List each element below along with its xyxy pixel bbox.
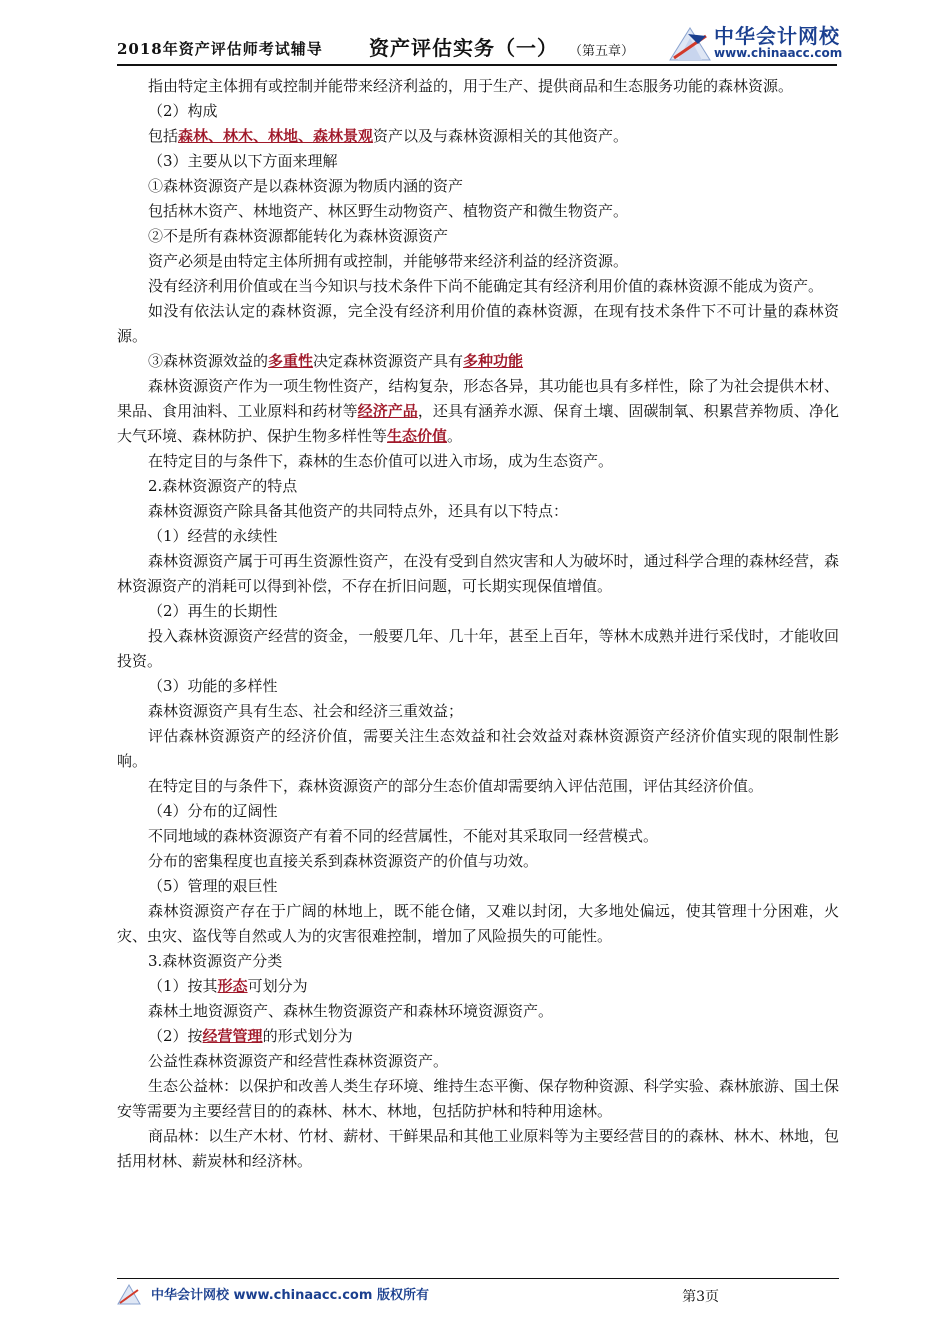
- paragraph: [117, 774, 839, 799]
- paragraph: [117, 149, 839, 174]
- paragraph: [117, 74, 839, 99]
- paragraph-text: ②不是所有森林资源都能转化为森林资源资产: [148, 227, 449, 245]
- paragraph-text: 森林资源资产除具备其他资产的共同特点外，还具有以下特点：: [148, 502, 569, 520]
- paragraph: [117, 199, 839, 224]
- paragraph-text: 资产以及与森林资源相关的其他资产。: [373, 127, 629, 145]
- page-number: 第3页: [682, 1289, 719, 1305]
- document-body: [117, 74, 839, 1174]
- paragraph-text: 商品林：以生产木材、竹材、薪材、干鲜果品和其他工业原料等为主要经营目的的森林、林木、林地，包括用材林、薪炭林和经济林。: [117, 1127, 839, 1170]
- paragraph: [117, 374, 839, 449]
- logo-name: 中华会计网校: [714, 24, 840, 48]
- highlighted-term: 多种功能: [463, 352, 524, 370]
- paragraph-text: 如没有依法认定的森林资源，完全没有经济利用价值的森林资源，在现有技术条件下不可计量的森林资源。: [117, 302, 839, 345]
- footer-copyright: 中华会计网校 www.chinaacc.com 版权所有: [151, 1288, 429, 1303]
- paragraph-text: （3）功能的多样性: [148, 677, 278, 695]
- paragraph: [117, 124, 839, 149]
- paragraph-text: ①森林资源资产是以森林资源为物质内涵的资产: [148, 177, 464, 195]
- paragraph-text: 可划分为: [247, 977, 308, 995]
- paragraph-text: ，还具有涵养水源、保育土壤、固碳制氧、积累营养物质、净化大气环境、森林防护、保护生物多样性等: [117, 402, 839, 445]
- page-footer: [117, 1278, 839, 1318]
- paragraph-text: （2）再生的长期性: [148, 602, 278, 620]
- paragraph-text: 评估森林资源资产的经济价值，需要关注生态效益和社会效益对森林资源资产经济价值实现的限制性影响。: [117, 727, 839, 770]
- footer-logo-icon: [117, 1282, 141, 1306]
- paragraph: [117, 474, 839, 499]
- paragraph-text: 分布的密集程度也直接关系到森林资源资产的价值与功效。: [148, 852, 539, 870]
- highlighted-term: 形态: [217, 977, 248, 995]
- brand-logo: [668, 20, 848, 62]
- paragraph-text: （4）分布的辽阔性: [148, 802, 278, 820]
- paragraph: [117, 974, 839, 999]
- paragraph-text: 3.森林资源资产分类: [148, 952, 283, 970]
- paragraph: [117, 899, 839, 949]
- header-chapter: （第五章）: [569, 44, 635, 59]
- paragraph-text: 公益性森林资源资产和经营性森林资源资产。: [148, 1052, 449, 1070]
- paragraph-text: 没有经济利用价值或在当今知识与技术条件下尚不能确定其有经济利用价值的森林资源不能成为资产。: [148, 277, 824, 295]
- highlighted-term: 经济产品: [357, 402, 418, 420]
- paragraph: [117, 724, 839, 774]
- logo-icon: [668, 24, 712, 62]
- paragraph: [117, 299, 839, 349]
- footer-rule: [117, 1278, 839, 1279]
- paragraph: [117, 1074, 839, 1124]
- paragraph-text: 决定森林资源资产具有: [313, 352, 464, 370]
- paragraph-text: ③森林资源效益的: [148, 352, 269, 370]
- paragraph-text: 包括: [148, 127, 179, 145]
- paragraph: [117, 249, 839, 274]
- paragraph: [117, 699, 839, 724]
- paragraph: [117, 524, 839, 549]
- paragraph: [117, 999, 839, 1024]
- highlighted-term: 森林、林木、林地、森林景观: [178, 127, 374, 145]
- logo-url: www.chinaacc.com: [714, 46, 843, 60]
- paragraph: [117, 624, 839, 674]
- paragraph-text: 的形式划分为: [262, 1027, 353, 1045]
- paragraph-text: （2）构成: [148, 102, 218, 120]
- paragraph-text: 不同地域的森林资源资产有着不同的经营属性，不能对其采取同一经营模式。: [148, 827, 659, 845]
- paragraph-text: 投入森林资源资产经营的资金，一般要几年、几十年，甚至上百年，等林木成熟并进行采伐时，才能收回投资。: [117, 627, 839, 670]
- paragraph: [117, 349, 839, 374]
- paragraph-text: （3）主要从以下方面来理解: [148, 152, 338, 170]
- paragraph-text: 森林资源资产具有生态、社会和经济三重效益；: [148, 702, 464, 720]
- paragraph: [117, 274, 839, 299]
- paragraph-text: 森林土地资源资产、森林生物资源资产和森林环境资源资产。: [148, 1002, 554, 1020]
- paragraph-text: （1）按其: [148, 977, 218, 995]
- paragraph: [117, 449, 839, 474]
- paragraph: [117, 674, 839, 699]
- highlighted-term: 多重性: [268, 352, 314, 370]
- paragraph: [117, 1049, 839, 1074]
- paragraph-text: 2.森林资源资产的特点: [148, 477, 298, 495]
- paragraph-text: 森林资源资产存在于广阔的林地上，既不能仓储，又难以封闭，大多地处偏远，使其管理十分困难，火灾、虫灾、盗伐等自然或人为的灾害很难控制，增加了风险损失的可能性。: [117, 902, 839, 945]
- highlighted-term: 生态价值: [387, 427, 448, 445]
- paragraph-text: 在特定目的与条件下，森林的生态价值可以进入市场，成为生态资产。: [148, 452, 614, 470]
- paragraph-text: 在特定目的与条件下，森林资源资产的部分生态价值却需要纳入评估范围，评估其经济价值。: [148, 777, 764, 795]
- paragraph: [117, 799, 839, 824]
- paragraph: [117, 549, 839, 599]
- paragraph-text: 资产必须是由特定主体所拥有或控制，并能够带来经济利益的经济资源。: [148, 252, 629, 270]
- header-title: 资产评估实务（一）: [369, 36, 558, 60]
- paragraph-text: （5）管理的艰巨性: [148, 877, 278, 895]
- paragraph-text: 森林资源资产作为一项生物性资产，结构复杂，形态各异，其功能也具有多样性，除了为社会提供木材、果品、食用油料、工业原料和药材等: [117, 377, 839, 420]
- paragraph-text: 森林资源资产属于可再生资源性资产，在没有受到自然灾害和人为破坏时，通过科学合理的森林经营，森林资源资产的消耗可以得到补偿，不存在折旧问题，可长期实现保值增值。: [117, 552, 839, 595]
- paragraph: [117, 499, 839, 524]
- paragraph: [117, 874, 839, 899]
- paragraph: [117, 599, 839, 624]
- paragraph-text: （1）经营的永续性: [148, 527, 278, 545]
- paragraph: [117, 224, 839, 249]
- paragraph-text: （2）按: [148, 1027, 203, 1045]
- paragraph-text: 。: [447, 427, 463, 445]
- paragraph: [117, 1124, 839, 1174]
- header-rule: [117, 64, 837, 66]
- paragraph: [117, 824, 839, 849]
- paragraph: [117, 1024, 839, 1049]
- highlighted-term: 经营管理: [202, 1027, 263, 1045]
- paragraph-text: 包括林木资产、林地资产、林区野生动物资产、植物资产和微生物资产。: [148, 202, 629, 220]
- paragraph-text: 指由特定主体拥有或控制并能带来经济利益的，用于生产、提供商品和生态服务功能的森林资源。: [148, 77, 794, 95]
- paragraph-text: 生态公益林：以保护和改善人类生存环境、维持生态平衡、保存物种资源、科学实验、森林旅游、国土保安等需要为主要经营目的的森林、林木、林地，包括防护林和特种用途林。: [117, 1077, 839, 1120]
- paragraph: [117, 174, 839, 199]
- header-course: 2018年资产评估师考试辅导: [117, 40, 323, 58]
- paragraph: [117, 99, 839, 124]
- paragraph: [117, 849, 839, 874]
- paragraph: [117, 949, 839, 974]
